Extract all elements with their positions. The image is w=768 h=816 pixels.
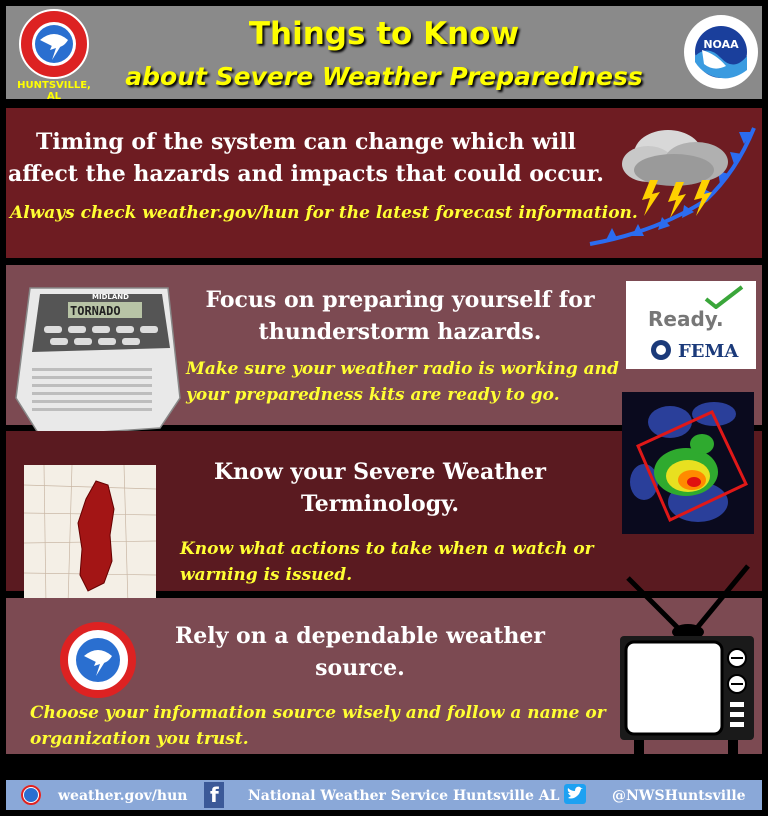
panel-preparing-heading-line2: thunderstorm hazards. [258, 319, 542, 345]
panel-terminology-heading-line1: Know your Severe Weather [214, 459, 546, 485]
panel-preparing-tip [186, 356, 636, 408]
footer-website-link[interactable]: weather.gov/hun [58, 788, 188, 804]
panel-source-tip [30, 700, 630, 752]
panel-timing-heading [6, 126, 606, 190]
nws-footer-icon [20, 784, 42, 806]
panel-source-heading-line1: Rely on a dependable weather [174, 623, 546, 649]
weather-radio-image [10, 278, 186, 438]
panel-source-tip-line2: organization you trust. [30, 729, 249, 749]
panel-timing-heading-line2: affect the hazards and impacts that could occur. [8, 161, 604, 187]
panel-terminology-tip-line2: warning is issued. [180, 565, 353, 585]
panel-source-tip-line1: Choose your information source wisely and follow a name or [30, 703, 606, 723]
panel-preparing-tip-line1: Make sure your weather radio is working and [186, 359, 619, 379]
footer-facebook-link[interactable]: National Weather Service Huntsville AL [248, 788, 560, 804]
footer-twitter-link[interactable]: @NWSHuntsville [612, 788, 746, 804]
page-subtitle: about Severe Weather Preparedness [125, 62, 643, 91]
noaa-logo-label: NOAA [703, 38, 739, 51]
panel-preparing-tip-line2: your preparedness kits are ready to go. [186, 385, 560, 405]
page-title: Things to Know [248, 16, 520, 52]
warning-map-image [24, 465, 156, 605]
panel-terminology-heading-line2: Terminology. [300, 491, 460, 517]
panel-preparing-heading-line1: Focus on preparing yourself for [205, 287, 595, 313]
panel-source-heading [160, 620, 560, 684]
twitter-icon[interactable] [564, 784, 586, 804]
ready-fema-logo [626, 281, 756, 369]
storm-cloud-icon [586, 112, 762, 258]
panel-terminology-tip [180, 536, 620, 588]
television-icon [616, 560, 760, 760]
panel-preparing-heading [190, 284, 610, 348]
nws-panel-logo [60, 622, 136, 698]
noaa-logo [682, 10, 760, 94]
panel-timing-tip: Always check weather.gov/hun for the latest forecast information. [10, 203, 638, 223]
facebook-icon[interactable]: f [204, 782, 224, 808]
panel-timing-heading-line1: Timing of the system can change which will [36, 129, 576, 155]
radio-brand-label: MIDLAND [92, 293, 129, 301]
ready-label: Ready. [648, 307, 724, 331]
radio-display-text: TORNADO [70, 304, 121, 318]
panel-source-heading-line2: source. [315, 655, 405, 681]
fema-label: FEMA [678, 341, 739, 362]
panel-terminology-tip-line1: Know what actions to take when a watch or [180, 539, 594, 559]
radar-image [622, 392, 754, 534]
nws-location-label: HUNTSVILLE, AL [17, 80, 91, 102]
panel-terminology-heading [180, 456, 580, 520]
